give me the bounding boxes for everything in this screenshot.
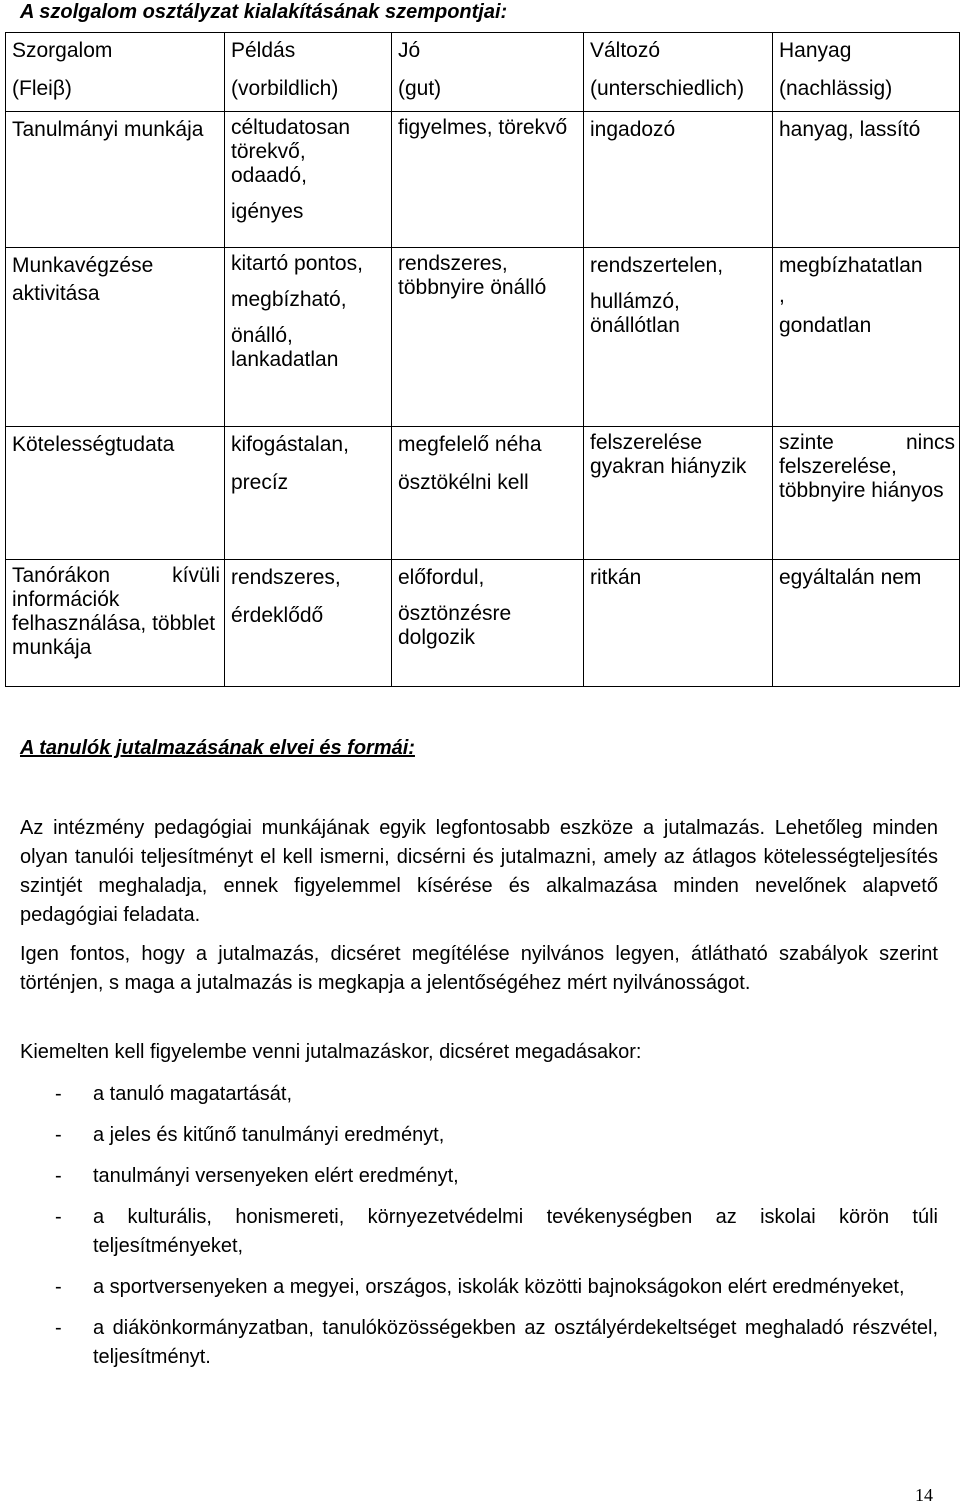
grading-table [5,32,960,687]
header-cell: Példás (vorbildlich) [225,33,392,112]
paragraph: Kiemelten kell figyelembe venni jutalmazáskor, dicséret megadásakor: [20,1041,642,1063]
table-cell: rendszertelen, hullámzó, önállótlan [584,248,773,427]
list-item: - a sportversenyeken a megyei, országos, iskolák közötti bajnokságokon elért eredményeket, [55,1276,905,1298]
list-item: - a kulturális, honismereti, környezetvédelmi tevékenységben az iskolai körön túli teljesítményeket, [55,1206,938,1257]
table-cell: kifogástalan, precíz [225,427,392,560]
header-cell: Jó (gut) [392,33,584,112]
table-cell: hanyag, lassító [773,112,960,248]
list-item: - a jeles és kitűnő tanulmányi eredményt, [55,1124,445,1146]
table-row [6,427,960,560]
table-cell: céltudatosan törekvő, odaadó, igényes [225,112,392,248]
list-item: - a diákönkormányzatban, tanulóközösségekben az osztályérdekeltséget meghaladó részvétel, teljesítményt. [55,1317,938,1368]
reward-criteria-list [55,1080,938,1384]
table-cell: Munkavégzése aktivitása [6,248,225,427]
header-cell: Szorgalom (Fleiβ) [6,33,225,112]
table-cell: figyelmes, törekvő [392,112,584,248]
table-cell: megbízhatatlan , gondatlan [773,248,960,427]
header-cell: Hanyag (nachlässig) [773,33,960,112]
list-item: - tanulmányi versenyeken elért eredményt, [55,1165,459,1187]
table-cell: megfelelő néha ösztökélni kell [392,427,584,560]
table-cell: Tanulmányi munkája [6,112,225,248]
table-header-row [6,33,960,112]
table-cell: Tanórákon kívüli információk felhasználása, többlet munkája [6,560,225,687]
page-number: 14 [915,1485,933,1505]
section-heading: A szolgalom osztályzat kialakításának szempontjai: [20,1,508,23]
table-cell: ingadozó [584,112,773,248]
table-row [6,560,960,687]
table-cell: kitartó pontos, megbízható, önálló, lankadatlan [225,248,392,427]
header-cell: Változó (unterschiedlich) [584,33,773,112]
table-cell: előfordul, ösztönzésre dolgozik [392,560,584,687]
table-cell: Kötelességtudata [6,427,225,560]
table-cell: rendszeres, többnyire önálló [392,248,584,427]
table-cell: ritkán [584,560,773,687]
paragraph: Az intézmény pedagógiai munkájának egyik legfontosabb eszköze a jutalmazás. Lehetőleg minden olyan tanulói teljesítményt el kell ismerni, dicsérni és jutalmazni, amely az átlagos kötelességteljesítés szintjét meghaladja, ennek figyelemmel kísérése és alkalmazása minden nevelőnek alapvető pedagógiai feladata. [20,817,938,926]
table-row [6,248,960,427]
section-heading-rewards: A tanulók jutalmazásának elvei és formái: [20,737,415,759]
list-item: - a tanuló magatartását, [55,1083,293,1105]
table-cell: egyáltalán nem [773,560,960,687]
table-cell: szinte nincs felszerelése, többnyire hiányos [773,427,960,560]
paragraph: Igen fontos, hogy a jutalmazás, dicséret megítélése nyilvános legyen, átlátható szabályok szerint történjen, s maga a jutalmazás is megkapja a jelentőségéhez mért nyilvánosságot. [20,943,938,994]
table-row [6,112,960,248]
table-cell: rendszeres, érdeklődő [225,560,392,687]
table-cell: felszerelése gyakran hiányzik [584,427,773,560]
